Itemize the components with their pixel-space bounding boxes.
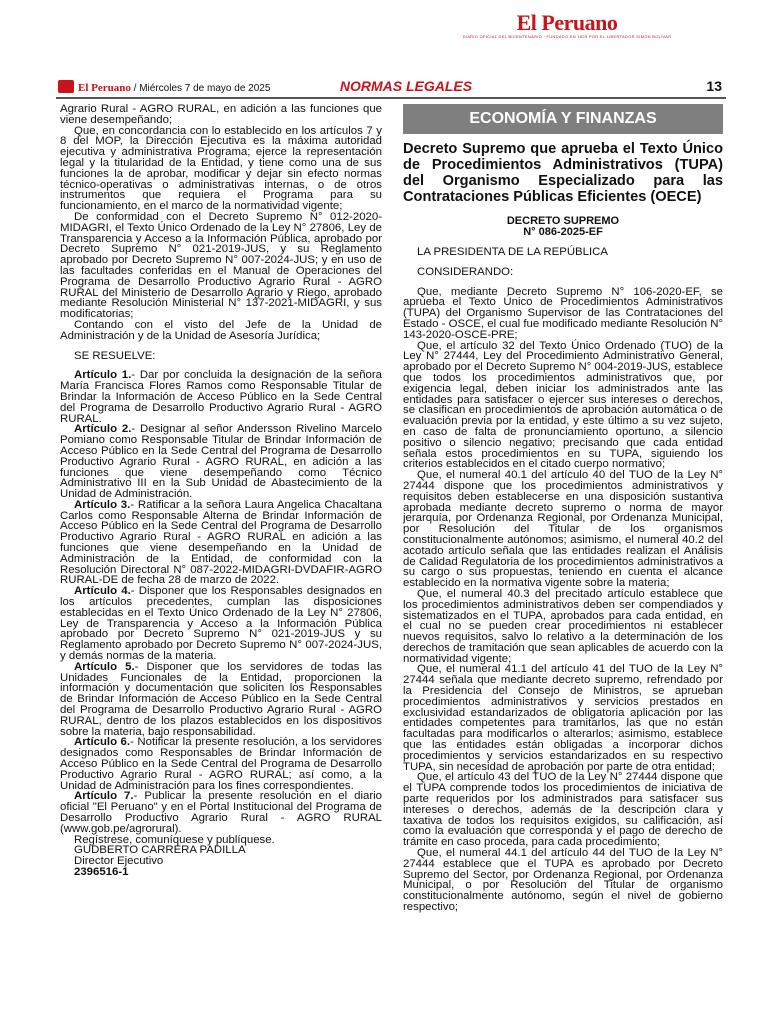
article-label: Artículo 2.	[74, 423, 132, 436]
section-banner: ECONOMÍA Y FINANZAS	[403, 104, 723, 134]
page-number: 13	[706, 78, 722, 94]
article-4	[60, 586, 382, 662]
paragraph: Que, el numeral 40.3 del precitado artículo establece que los procedimientos administrativos deben ser compendiados y sistematizados en el TUPA, aprobados para cada entidad, en el cual no se pueden crear procedimientos ni establecer nuevos requisitos, salvo lo relativo a la determinación de los derechos de tramitación que sean aplicables de acuerdo con la normatividad vigente;	[403, 587, 723, 665]
article-text: - Designar al señor Andersson Rivelino Marcelo Pomiano como Responsable Titular de Brindar Información de Acceso Público en la Sede Central del Programa de Desarrollo Productivo Agrario Rural - AGRO RURAL, en adición a las funciones que viene desempeñando como Técnico Administrativo III en la Sub Unidad de Abastecimiento de la Unidad de Administración.	[60, 423, 382, 501]
article-text: - Notificar la presente resolución, a los servidores designados como Responsables de Brindar Información de Acceso Público en la Sede Central del Programa de Desarrollo Productivo Agrario Rural - AGRO RURAL; así como, a la Unidad de Administración para los fines correspondientes.	[60, 736, 383, 792]
paragraph: Agrario Rural - AGRO RURAL, en adición a las funciones que viene desempeñando;	[60, 103, 382, 126]
decree-type: DECRETO SUPREMO	[506, 215, 620, 227]
article-label: Artículo 5.	[74, 660, 135, 673]
masthead	[462, 12, 672, 40]
paragraph: Que, el artículo 32 del Texto Único Ordenado (TUO) de la Ley N° 27444, Ley del Procedimiento Administrativo General, aprobado por el Decreto Supremo N° 004-2019-JUS, establece que todos los procedimientos administrativos que, por exigencia legal, deben iniciar los administrados ante las entidades para satisfacer o ejercer sus intereses o derechos, se clasifican en procedimientos de aprobación automática o de evaluación previa por la entidad, y este último a su vez sujeto, en caso de falta de pronunciamiento oportuno, a silencio positivo o silencio negativo; precisando que cada entidad señala estos procedimientos en su TUPA, siguiendo los criterios establecidos en el citado cuerpo normativo;	[403, 339, 723, 471]
article-3	[60, 500, 382, 586]
masthead-logo: El Peruano	[516, 10, 618, 35]
paragraph: Que, mediante Decreto Supremo N° 106-2020-EF, se aprueba el Texto Único de Procedimientos Administrativos (TUPA) del Organismo Supervisor de las Contrataciones del Estado - OSCE, el cual fue modificado mediante Resolución N° 143-2020-OSCE-PRE;	[403, 285, 723, 341]
paragraph: Que, el artículo 43 del TUO de la Ley N° 27444 dispone que el TUPA comprende todos los procedimientos de iniciativa de parte requeridos por los administrados para satisfacer sus intereses o derechos, además de la descripción clara y taxativa de todos los requisitos exigidos, su calificación, así como la evaluación que corresponda y el pago de derecho de trámite en caso proceda, para cada procedimiento;	[403, 771, 723, 849]
decree-number: N° 086-2025-EF	[523, 226, 603, 238]
coat-of-arms-icon	[58, 80, 74, 93]
resuelve-heading: SE RESUELVE:	[74, 349, 156, 362]
paragraph: Contando con el visto del Jefe de la Unidad de Administración y de la Unidad de Asesoría Jurídica;	[60, 318, 382, 342]
paragraph: Que, el numeral 44.1 del artículo 44 del TUO de la Ley N° 27444 establece que el TUPA es aprobado por Decreto Supremo del Sector, por Ordenanza Regional, por Ordenanza Municipal, o por Resolución del Titular de organismo constitucionalmente autónomo, según el nivel de gobierno respectivo;	[403, 847, 723, 914]
article-text: - Ratificar a la señora Laura Angelica Chacaltana Carlos como Responsable Alterna de Brindar Información de Acceso Público en la Sede Central del Programa de Desarrollo Productivo Agrario Rural - AGRO RURAL en adición a las funciones que viene desempeñando en la Unidad de Administración de la Entidad, de conformidad con la Resolución Directoral N° 087-2022-MIDAGRI-DVDAFIR-AGRO RURAL-DE de fecha 28 de marzo de 2022.	[60, 498, 382, 587]
article-text: - Disponer que los servidores de todas las Unidades Funcionales de la Entidad, proporcionen la información y documentación que soliciten los Responsables de Brindar Información de Acceso Público en la Sede Central del Programa de Desarrollo Productivo Agrario Rural - AGRO RURAL, dentro de los plazos establecidos en los dispositivos sobre la materia, bajo responsabilidad.	[60, 660, 382, 738]
masthead-tagline: DIARIO OFICIAL DEL BICENTENARIO · FUNDADO EN 1825 POR EL LIBERTADOR SIMÓN BOLÍVAR	[462, 34, 672, 39]
header-brand-block	[58, 80, 270, 94]
article-5	[60, 662, 382, 738]
signer-name: GUDBERTO CARRERA PADILLA	[74, 844, 246, 857]
closing-formula: Regístrese, comuníquese y publíquese.	[74, 833, 275, 846]
considerando-heading: CONSIDERANDO:	[417, 265, 514, 278]
article-label: Artículo 6.	[74, 736, 131, 749]
document-code: 2396516-1	[74, 865, 129, 878]
article-label: Artículo 7.	[74, 790, 134, 803]
page-header	[56, 78, 726, 100]
paragraph: Que, el numeral 41.1 del artículo 41 del TUO de la Ley N° 27444 señala que mediante decreto supremo, refrendado por la Presidencia del Consejo de Ministros, se aprueban procedimientos administrativos y servicios prestados en exclusividad estandarizados de obligatoria aplicación por las entidades competentes para tramitarlos, las que no están facultadas para modificarlos o alterarlos; asimismo, establece que las entidades están obligadas a incorporar dichos procedimientos y servicios estandarizados en su respectivo TUPA, sin necesidad de aprobación por parte de otra entidad;	[403, 663, 723, 773]
article-2	[60, 424, 382, 500]
paragraph: Que, en concordancia con lo establecido en los artículos 7 y 8 del MOP, la Dirección Ejecutiva es la máxima autoridad ejecutiva y administrativa Programa; ejerce la representación legal y la titularidad de la Entidad, y tiene como una de sus funciones la de aprobar, modificar y dejar sin efecto normas técnico-operativas o administrativas internas, o de otros instrumentos que requiera el Programa para su funcionamiento, en el marco de la normatividad vigente;	[60, 124, 382, 213]
article-text: - Disponer que los Responsables designados en los artículos precedentes, cumplan las disposiciones establecidas en el Texto Único Ordenado de la Ley N° 27806, Ley de Transparencia y Acceso a la Información Pública aprobado por Decreto Supremo N° 021-2019-JUS y su Reglamento aprobado por Decreto Supremo N° 007-2024-JUS, y demás normas de la materia.	[60, 585, 382, 663]
paragraph: Que, el numeral 40.1 del artículo 40 del TUO de la Ley N° 27444 dispone que los procedimientos administrativos y requisitos deben establecerse en una disposición sustantiva aprobada mediante decreto supremo o norma de mayor jerarquía, por Ordenanza Regional, por Ordenanza Municipal, por Resolución del Titular de los organismos constitucionalmente autónomos; asimismo, el numeral 40.2 del acotado artículo señala que las entidades realizan el Análisis de Calidad Regulatoria de los procedimientos administrativos a su cargo o sus propuestas, teniendo en cuenta el alcance establecido en la normativa vigente sobre la materia;	[403, 469, 723, 590]
article-text: - Publicar la presente resolución en el diario oficial "El Peruano" y en el Portal Institucional del Programa de Desarrollo Productivo Agrario Rural - AGRO RURAL (www.gob.pe/agrorural).	[60, 790, 383, 835]
article-label: Artículo 1.	[74, 369, 132, 382]
paragraph: De conformidad con el Decreto Supremo N° 012-2020-MIDAGRI, el Texto Único Ordenado de la Ley N° 27806, Ley de Transparencia y Acceso a la Información Pública, aprobado por Decreto Supremo N° 021-2019-JUS, y su Reglamento aprobado por Decreto Supremo N° 007-2024-JUS; y en uso de las facultades conferidas en el Manual de Operaciones del Programa de Desarrollo Productivo Agrario Rural - AGRO RURAL del Ministerio de Desarrollo Agrario y Riego, aprobado mediante Resolución Ministerial N° 137-2021-MIDAGRI, y sus modificatorias;	[60, 210, 382, 321]
header-rule	[56, 97, 726, 99]
article-7	[60, 791, 382, 834]
right-column	[403, 104, 723, 913]
article-6	[60, 737, 382, 791]
left-column	[60, 104, 382, 878]
article-1	[60, 370, 382, 424]
header-section: NORMAS LEGALES	[339, 78, 473, 94]
article-label: Artículo 4.	[74, 585, 131, 598]
authority: LA PRESIDENTA DE LA REPÚBLICA	[417, 246, 608, 258]
article-text: - Dar por concluida la designación de la señora María Francisca Flores Ramos como Responsable Titular de Brindar la Información de Acceso Público en la Sede Central del Programa de Desarrollo Productivo Agrario Rural - AGRO RURAL.	[60, 369, 382, 425]
article-label: Artículo 3.	[74, 498, 131, 511]
header-brand: El Peruano	[78, 82, 131, 94]
signer-title: Director Ejecutivo	[74, 855, 164, 868]
decree-title: Decreto Supremo que aprueba el Texto Único de Procedimientos Administrativos (TUPA) del Organismo Especializado para las Contrataciones Públicas Eficientes (OECE)	[403, 141, 723, 205]
header-date: / Miércoles 7 de mayo de 2025	[133, 83, 271, 94]
